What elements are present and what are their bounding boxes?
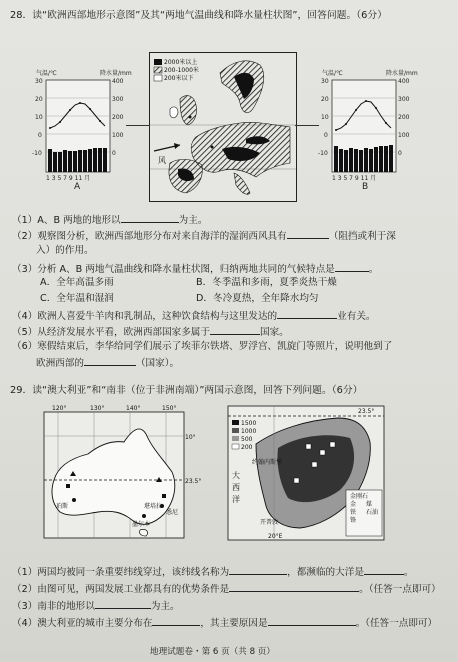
svg-text:500: 500 (241, 436, 253, 443)
climate-chart-a (32, 64, 132, 192)
answer-blank[interactable] (121, 213, 179, 223)
svg-text:20°E: 20°E (268, 533, 283, 540)
chart-b-temp-axis-label: 气温/℃ (322, 70, 343, 77)
svg-text:-10: -10 (318, 150, 328, 157)
svg-text:30: 30 (35, 78, 43, 85)
svg-text:金刚石: 金刚石 (350, 493, 369, 500)
connector-a (126, 125, 150, 126)
svg-text:120°: 120° (52, 405, 67, 412)
svg-text:0: 0 (38, 132, 42, 139)
europe-map (149, 52, 297, 202)
answer-blank[interactable] (268, 616, 356, 626)
chart-a-label: A (74, 182, 81, 192)
city-canberra: 堪培拉 (144, 503, 163, 510)
q28-item-6-cont: 欧洲西部的 （国家）。 (36, 358, 180, 369)
city-perth: 珀斯 (56, 503, 69, 510)
city-sydney: 悉尼 (166, 509, 179, 516)
svg-text:1 3 5 7 9 11 月: 1 3 5 7 9 11 月 (46, 175, 91, 182)
answer-blank[interactable] (287, 229, 329, 239)
svg-text:100: 100 (398, 132, 410, 139)
map-wind-label: 风 (158, 156, 166, 165)
svg-text:300: 300 (112, 96, 124, 103)
answer-blank[interactable] (277, 309, 337, 319)
answer-blank[interactable] (229, 582, 359, 592)
svg-text:140°: 140° (126, 405, 141, 412)
map-point-a (189, 116, 192, 119)
q28-item-3: （3）分析 A、B 两地气温曲线和降水量柱状图，归纳两地共同的气候特点是 。 (12, 264, 379, 275)
q28-item-6: （6）寒假结束后，李华给同学们展示了埃菲尔铁塔、罗浮宫、凯旋门等照片，说明他到了 (12, 341, 393, 352)
svg-text:西: 西 (232, 483, 240, 492)
q28-option-b: B．冬季温和多雨，夏季炎热干燥 (196, 277, 337, 288)
svg-text:1000: 1000 (241, 428, 257, 435)
q28-item-5: （5）从经济发展水平看，欧洲西部国家多属于 国家。 (12, 327, 289, 338)
svg-text:洋: 洋 (232, 495, 240, 504)
svg-text:1500: 1500 (241, 420, 257, 427)
page-footer: 地理试题卷・第 6 页（共 8 页） (150, 647, 275, 657)
answer-blank[interactable] (335, 262, 369, 272)
chart-a-precip-axis-label: 降水量/mm (100, 70, 132, 77)
q29-item-3: （3）南非的地形以 为主。 (12, 601, 180, 612)
chart-b-precip-axis-label: 降水量/mm (386, 70, 418, 77)
chart-b-label: B (362, 182, 369, 192)
svg-text:1 3 5 7 9 11 月: 1 3 5 7 9 11 月 (332, 175, 377, 182)
svg-text:10: 10 (321, 114, 329, 121)
svg-text:200: 200 (398, 114, 410, 121)
svg-text:23.5°: 23.5° (185, 478, 202, 485)
q29-stem: 29．读“澳大利亚”和“南非（位于非洲南端）”两国示意图，回答下列问题。（6分） (10, 385, 363, 396)
svg-text:石油: 石油 (366, 509, 379, 516)
svg-text:200: 200 (241, 444, 253, 451)
svg-text:20: 20 (35, 96, 43, 103)
city-melbourne: 墨尔本 (132, 521, 151, 528)
svg-text:150°: 150° (162, 405, 177, 412)
q29-item-2: （2）由图可见，两国发展工业都具有的优势条件是 。（任答一点即可） (12, 584, 441, 595)
q28-stem: 28．读“欧洲西部地形示意图”及其“两地气温曲线和降水量柱状图”，回答问题。（6分） (10, 10, 387, 21)
svg-text:0: 0 (112, 150, 116, 157)
australia-map (28, 402, 202, 542)
answer-blank[interactable] (364, 565, 404, 575)
chart-a-temp-axis-label: 气温/℃ (36, 70, 57, 77)
q28-option-a: A．全年高温多雨 (40, 277, 114, 288)
answer-blank[interactable] (210, 325, 260, 335)
svg-text:大: 大 (232, 471, 240, 480)
sa-city-johannesburg: 约翰内斯堡 (252, 459, 283, 466)
svg-text:100: 100 (112, 132, 124, 139)
answer-blank[interactable] (152, 616, 200, 626)
svg-text:400: 400 (112, 78, 124, 85)
svg-text:200: 200 (112, 114, 124, 121)
svg-text:铬: 铬 (350, 517, 357, 524)
answer-blank[interactable] (84, 356, 136, 366)
svg-text:130°: 130° (90, 405, 105, 412)
svg-text:200-1000米: 200-1000米 (164, 67, 199, 74)
svg-text:0: 0 (398, 150, 402, 157)
sa-city-capetown: 开普敦 (260, 519, 279, 526)
svg-text:23.5°: 23.5° (358, 408, 375, 415)
q28-item-2: （2）观察图分析，欧洲西部地形分布对来自海洋的湿润西风具有 （阻挡或利于深 (12, 231, 396, 242)
q29-item-4: （4）澳大利亚的城市主要分布在 ，其主要原因是 。（任答一点即可） (12, 618, 438, 629)
connector-b (295, 125, 319, 126)
south-africa-map (226, 404, 386, 542)
svg-text:0: 0 (324, 132, 328, 139)
climate-chart-b (318, 64, 418, 190)
svg-text:30: 30 (321, 78, 329, 85)
q28-item-1: （1）A、B 两地的地形以 为主。 (12, 215, 208, 226)
q29-item-1: （1）两国均被同一条重要纬线穿过，该纬线名称为 ，都濒临的大洋是 。 (12, 567, 414, 578)
svg-text:金: 金 (350, 501, 357, 508)
map-point-b (211, 146, 214, 149)
svg-text:400: 400 (398, 78, 410, 85)
svg-text:-10: -10 (32, 150, 42, 157)
svg-text:煤: 煤 (366, 501, 373, 508)
q28-option-d: D．冬冷夏热，全年降水均匀 (196, 293, 319, 304)
svg-text:10°: 10° (185, 434, 196, 441)
q28-item-4: （4）欧洲人喜爱牛羊肉和乳制品，这种饮食结构与这里发达的 业有关。 (12, 311, 376, 322)
svg-text:200米以下: 200米以下 (164, 75, 194, 82)
svg-text:铁: 铁 (350, 509, 357, 516)
svg-text:20: 20 (321, 96, 329, 103)
q28-item-2-cont: 入）的作用。 (36, 245, 94, 256)
svg-text:10: 10 (35, 114, 43, 121)
answer-blank[interactable] (229, 565, 287, 575)
answer-blank[interactable] (95, 599, 151, 609)
svg-text:300: 300 (398, 96, 410, 103)
q28-option-c: C．全年温和湿润 (40, 293, 114, 304)
svg-text:2000米以上: 2000米以上 (164, 59, 198, 66)
